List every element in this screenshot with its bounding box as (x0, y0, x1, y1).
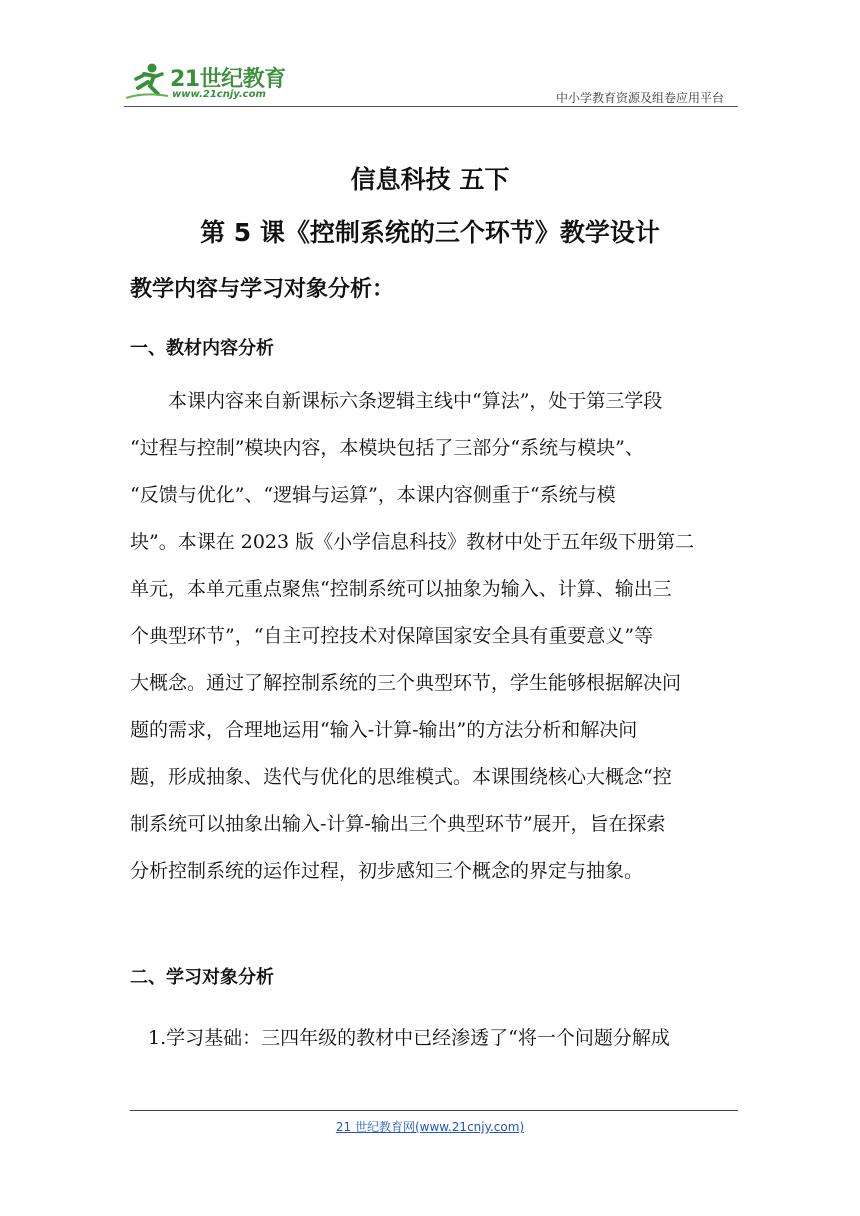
paragraph-line: “过程与控制”模块内容，本模块包括了三部分“系统与模块”、 (130, 437, 644, 459)
paragraph-line: “反馈与优化”、“逻辑与运算”，本课内容侧重于“系统与模 (130, 484, 616, 506)
paragraph-line: 本课内容来自新课标六条逻辑主线中“算法”，处于第三学段 (168, 390, 663, 412)
paragraph-line: 题，形成抽象、迭代与优化的思维模式。本课围绕核心大概念“控 (130, 766, 672, 788)
paragraph-line: 制系统可以抽象出输入-计算-输出三个典型环节”展开，旨在探索 (130, 813, 666, 835)
paragraph-line: 分析控制系统的运作过程，初步感知三个概念的界定与抽象。 (130, 860, 644, 882)
paragraph-line: 单元，本单元重点聚焦“控制系统可以抽象为输入、计算、输出三 (130, 578, 672, 600)
paragraph-line: 题的需求，合理地运用“输入-计算-输出”的方法分析和解决问 (130, 719, 638, 741)
footer-link[interactable]: 21 世纪教育网(www.21cnjy.com) (335, 1120, 525, 1134)
footer-divider (130, 1110, 738, 1111)
section-heading: 教学内容与学习对象分析： (130, 277, 395, 302)
header-tagline: 中小学教育资源及组卷应用平台 (555, 91, 724, 105)
logo-text: 21世纪教育 (170, 67, 286, 92)
document-subtitle: 第 5 课《控制系统的三个环节》教学设计 (200, 218, 660, 247)
subsection-heading-2: 二、学习对象分析 (130, 967, 274, 988)
paragraph-line: 个典型环节”，“自主可控技术对保障国家安全具有重要意义”等 (130, 625, 654, 647)
runner-logo-icon (124, 62, 170, 102)
document-title: 信息科技 五下 (350, 165, 510, 194)
site-logo[interactable] (124, 62, 294, 102)
page-header (124, 56, 738, 106)
subsection-heading-1: 一、教材内容分析 (130, 338, 274, 359)
paragraph-line: 大概念。通过了解控制系统的三个典型环节，学生能够根据解决问 (130, 672, 682, 694)
header-divider (124, 106, 738, 107)
paragraph-line: 块”。本课在 2023 版《小学信息科技》教材中处于五年级下册第二 (130, 531, 695, 553)
logo-url: www.21cnjy.com (172, 89, 266, 100)
list-item: 1.学习基础：三四年级的教材中已经渗透了“将一个问题分解成 (148, 1027, 670, 1049)
